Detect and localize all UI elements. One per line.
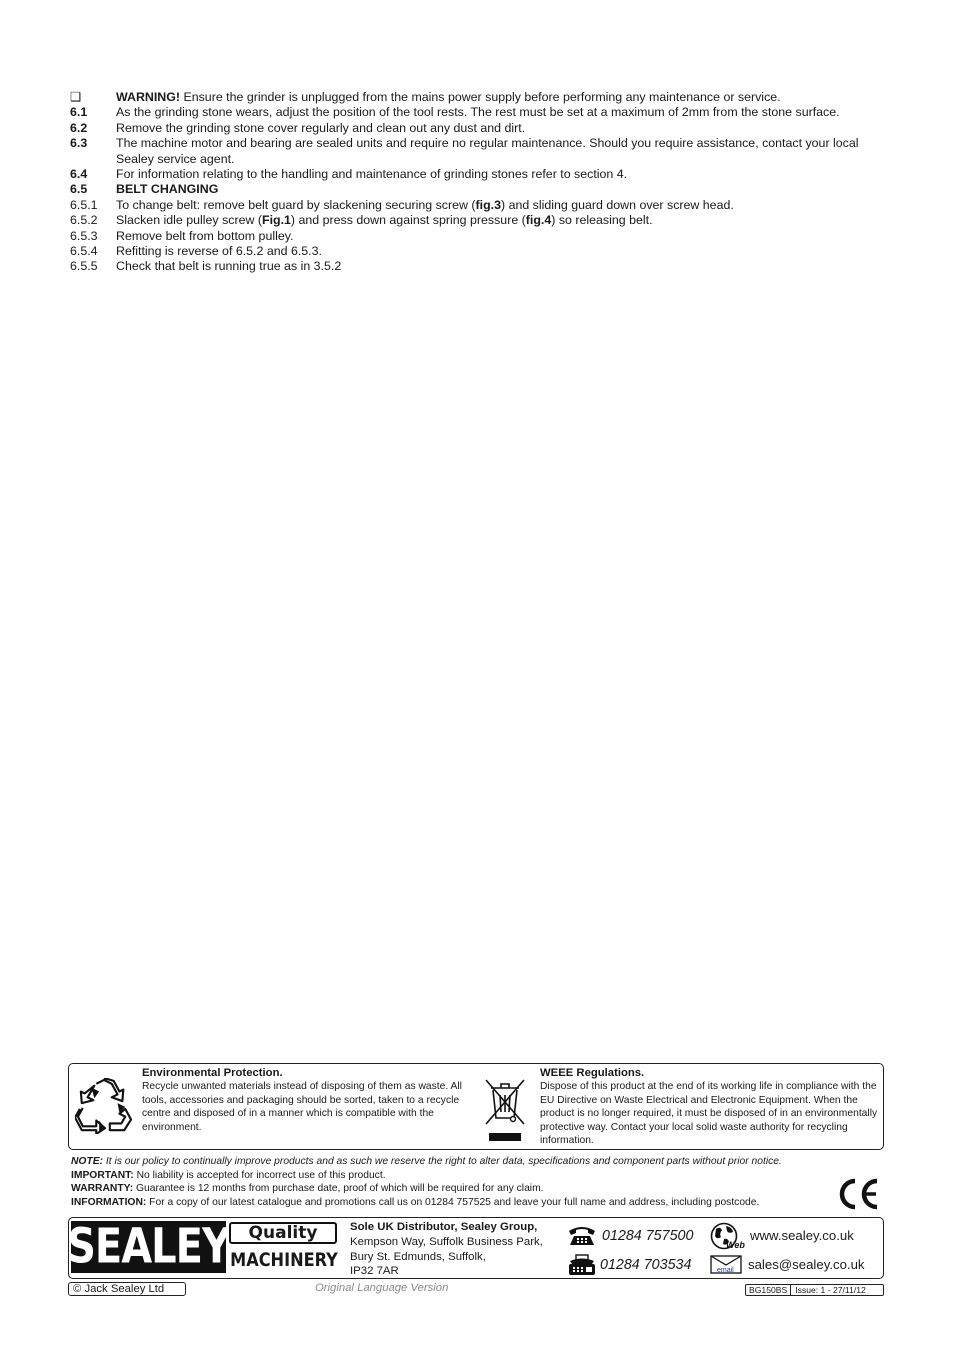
maintenance-item xyxy=(70,136,890,167)
belt-step xyxy=(70,198,890,213)
item-text: For information relating to the handling and maintenance of grinding stones refer to section 4. xyxy=(116,167,628,182)
sealey-logo xyxy=(67,1219,230,1275)
information-line xyxy=(71,1196,851,1210)
fax-icon xyxy=(567,1254,597,1276)
step-text: Slacken idle pulley screw ( xyxy=(116,213,262,228)
maintenance-section xyxy=(70,90,890,275)
item-number: 6.2 xyxy=(70,120,88,135)
address-line: IP32 7AR xyxy=(350,1265,399,1278)
important-line xyxy=(71,1169,851,1183)
document-code-box xyxy=(745,1284,884,1296)
warranty-line xyxy=(71,1182,851,1196)
address-line: Bury St. Edmunds, Suffolk, xyxy=(350,1250,486,1263)
legal-notes xyxy=(71,1155,851,1209)
machinery-logo-text: MACHINERY xyxy=(230,1249,338,1271)
item-number: 6.3 xyxy=(70,136,88,151)
email-link[interactable]: sales@sealey.co.uk xyxy=(748,1257,865,1272)
item-number: 6.4 xyxy=(70,167,88,182)
distributor-address xyxy=(350,1220,562,1279)
item-text: As the grinding stone wears, adjust the position of the tool rests. The rest must be set at a maximum of 2mm from the stone surface. xyxy=(116,105,840,120)
step-number: 6.5.1 xyxy=(70,197,98,212)
step-text: Remove belt from bottom pulley. xyxy=(116,228,294,243)
recycle-icon xyxy=(75,1078,133,1134)
copyright-box: © Jack Sealey Ltd xyxy=(68,1282,186,1296)
belt-step xyxy=(70,244,890,259)
belt-heading-row xyxy=(70,182,890,197)
belt-step xyxy=(70,213,890,228)
warranty-label: WARRANTY: xyxy=(71,1183,134,1195)
ce-mark-icon xyxy=(836,1177,880,1211)
sealey-logo-text: SEALEY xyxy=(67,1219,230,1275)
important-label: IMPORTANT: xyxy=(71,1169,134,1181)
original-language-label: Original Language Version xyxy=(315,1282,449,1294)
fax-number: 01284 703534 xyxy=(600,1257,692,1273)
environmental-text: Recycle unwanted materials instead of disposing of them as waste. All tools, accessories and packaging should be sorted, taken to a recycle centre and disposed of in a manner which is compatible with the environment. xyxy=(142,1081,462,1133)
quality-machinery-logo xyxy=(227,1221,341,1273)
environment-box xyxy=(68,1063,884,1150)
note-line xyxy=(71,1155,851,1169)
telephone-icon xyxy=(567,1225,597,1247)
item-number: 6.5 xyxy=(70,182,88,197)
note-text: It is our policy to continually improve products and as such we reserve the right to alter data, specifications and component parts without prior notice. xyxy=(103,1156,782,1167)
figure-ref: Fig.1 xyxy=(262,213,291,228)
information-label: INFORMATION: xyxy=(71,1196,147,1208)
information-text: For a copy of our latest catalogue and promotions call us on 01284 757525 and leave your full name and address, including postcode. xyxy=(146,1196,760,1208)
email-icon-label: email xyxy=(717,1267,734,1274)
telephone-number: 01284 757500 xyxy=(602,1228,694,1244)
issue-date: Issue: 1 - 27/11/12 xyxy=(795,1285,866,1295)
maintenance-item xyxy=(70,121,890,136)
weee-notice xyxy=(540,1067,885,1147)
warning-label: WARNING! xyxy=(116,90,181,104)
step-number: 6.5.2 xyxy=(70,213,98,228)
step-text: Refitting is reverse of 6.5.2 and 6.5.3. xyxy=(116,244,322,259)
step-text: ) and press down against spring pressure ( xyxy=(290,213,526,228)
envelope-icon xyxy=(710,1255,742,1274)
environmental-protection-notice xyxy=(142,1067,462,1134)
model-code: BG150BS xyxy=(746,1285,791,1295)
step-number: 6.5.4 xyxy=(70,244,98,259)
quality-logo-text: Quality xyxy=(229,1222,337,1244)
maintenance-item xyxy=(70,167,890,182)
globe-icon xyxy=(710,1222,746,1250)
website-link[interactable]: www.sealey.co.uk xyxy=(750,1228,854,1243)
step-number: 6.5.3 xyxy=(70,228,98,243)
distributor-heading: Sole UK Distributor, Sealey Group, xyxy=(350,1221,538,1233)
step-number: 6.5.5 xyxy=(70,259,98,274)
item-number: 6.1 xyxy=(70,105,88,120)
step-text: ) so releasing belt. xyxy=(551,213,653,228)
crossed-bin-icon xyxy=(483,1078,527,1144)
important-text: No liability is accepted for incorrect use of this product. xyxy=(133,1169,386,1181)
figure-ref: fig.3 xyxy=(475,197,501,212)
step-text: To change belt: remove belt guard by slackening securing screw ( xyxy=(116,197,476,212)
warning-bullet: ❑ xyxy=(70,90,82,104)
belt-step xyxy=(70,229,890,244)
item-text: The machine motor and bearing are sealed units and require no regular maintenance. Should you require assistance, contact your local Sealey service agent. xyxy=(116,136,859,166)
web-icon-label: Web xyxy=(726,1240,745,1250)
item-text: Remove the grinding stone cover regularly and clean out any dust and dirt. xyxy=(116,120,526,135)
step-text: ) and sliding guard down over screw head. xyxy=(501,197,734,212)
warranty-text: Guarantee is 12 months from purchase date, proof of which will be required for any claim. xyxy=(133,1183,544,1195)
figure-ref: fig.4 xyxy=(525,213,552,228)
warning-text: Ensure the grinder is unplugged from the mains power supply before performing any maintenance or service. xyxy=(180,90,781,104)
warning-row xyxy=(70,90,890,105)
belt-heading: BELT CHANGING xyxy=(116,182,219,197)
step-text: Check that belt is running true as in 3.5.2 xyxy=(116,259,342,274)
maintenance-item xyxy=(70,105,890,120)
environmental-heading: Environmental Protection. xyxy=(142,1067,283,1079)
weee-text: Dispose of this product at the end of its working life in compliance with the EU Directive on Waste Electrical and Electronic Equipment. When the product is no longer required, it must be disposed of in an environmentally protective way. Contact your local solid waste authority for recycling information. xyxy=(540,1081,878,1147)
contact-footer xyxy=(68,1217,884,1279)
address-line: Kempson Way, Suffolk Business Park, xyxy=(350,1235,543,1248)
belt-step xyxy=(70,259,890,274)
weee-heading: WEEE Regulations. xyxy=(540,1067,645,1079)
note-label: NOTE: xyxy=(71,1156,104,1167)
